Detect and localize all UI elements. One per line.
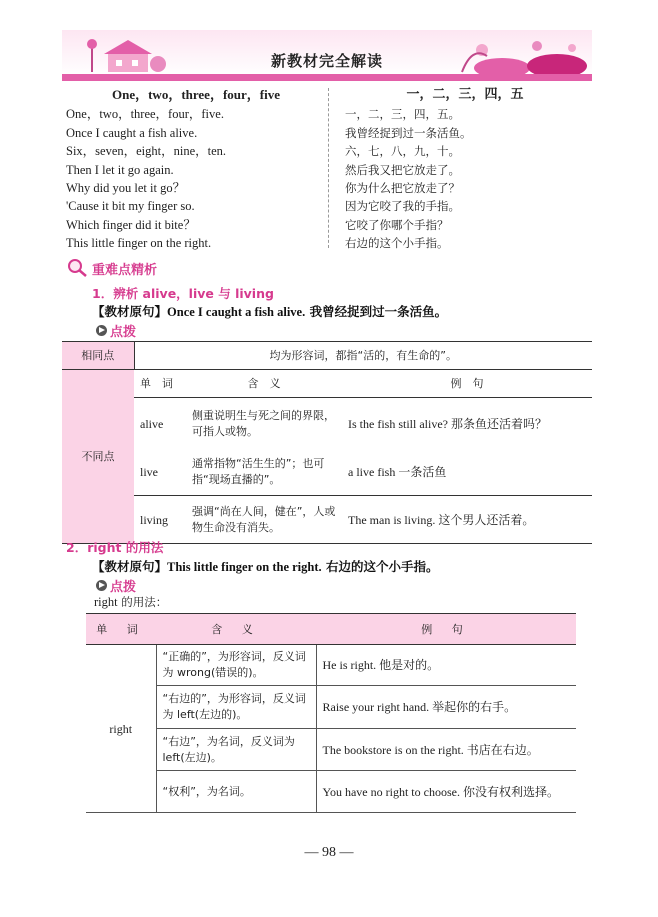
header-meaning: 含 义 bbox=[186, 370, 342, 398]
header-meaning: 含 义 bbox=[156, 614, 316, 645]
item2-dianbo bbox=[96, 576, 136, 595]
play-dot-icon bbox=[96, 580, 107, 591]
header-word: 单 词 bbox=[86, 614, 156, 645]
play-dot-icon bbox=[96, 325, 107, 336]
poem-line-zh: 我曾经捉到过一条活鱼。 bbox=[345, 125, 472, 140]
example-cell: a live fish 一条活鱼 bbox=[348, 465, 447, 480]
right-usage-table bbox=[86, 613, 576, 813]
usage-text: 的用法： bbox=[117, 595, 168, 609]
poem-line-en: Which finger did it bite？ bbox=[66, 217, 196, 232]
source-label: 【教材原句】 bbox=[92, 559, 168, 574]
item1-source bbox=[92, 302, 447, 320]
table-row bbox=[62, 496, 592, 544]
table-row bbox=[86, 645, 576, 686]
item2-source bbox=[92, 557, 439, 575]
word-cell: alive bbox=[140, 416, 164, 431]
table-row bbox=[86, 771, 576, 813]
page-header bbox=[62, 30, 592, 82]
usage-word: right bbox=[94, 595, 118, 609]
poem-line-zh: 右边的这个小手指。 bbox=[345, 236, 449, 251]
poem-line-en: 'Cause it bit my finger so. bbox=[66, 199, 195, 214]
header-example: 例 句 bbox=[342, 370, 592, 398]
poem-chinese bbox=[345, 86, 585, 253]
table-row bbox=[62, 450, 592, 496]
table-row bbox=[62, 398, 592, 450]
table-row bbox=[86, 729, 576, 771]
page-number: — 98 — bbox=[304, 845, 354, 860]
comparison-table bbox=[62, 341, 592, 544]
source-en: Once I caught a fish alive. bbox=[167, 305, 306, 319]
item2-heading: 2．right 的用法 bbox=[66, 540, 164, 555]
meaning-cell: “右边”，为名词，反义词为 left(左边)。 bbox=[156, 729, 316, 771]
meaning-cell: “权利”，为名词。 bbox=[156, 771, 316, 813]
source-zh: 我曾经捉到过一条活鱼。 bbox=[309, 304, 448, 319]
poem-title-en: One，two，three，four，five bbox=[111, 87, 280, 102]
same-label: 相同点 bbox=[62, 342, 134, 370]
table-header-row bbox=[86, 614, 576, 645]
example-cell: The bookstore is on the right. 书店在右边。 bbox=[316, 729, 576, 771]
meaning-cell: 通常指物“活生生的”；也可指“现场直播的”。 bbox=[192, 457, 325, 487]
source-en: This little finger on the right. bbox=[167, 560, 322, 574]
word-cell: living bbox=[134, 496, 186, 544]
example-cell: He is right. 他是对的。 bbox=[316, 645, 576, 686]
poem-line-zh: 六，七，八，九，十。 bbox=[345, 144, 460, 159]
poem-divider bbox=[328, 88, 329, 248]
magnifier-icon bbox=[66, 258, 88, 278]
table-row bbox=[86, 686, 576, 729]
example-cell: Raise your right hand. 举起你的右手。 bbox=[316, 686, 576, 729]
header-title: 新教材完全解读 bbox=[270, 52, 383, 70]
poem-line-zh: 你为什么把它放走了？ bbox=[345, 181, 460, 196]
dianbo-label: 点拨 bbox=[110, 325, 137, 340]
dianbo-label: 点拨 bbox=[110, 580, 137, 595]
poem-line-zh: 它咬了你哪个手指？ bbox=[345, 217, 449, 232]
word-cell: right bbox=[86, 645, 156, 813]
poem-line-en: Why did you let it go？ bbox=[66, 181, 186, 196]
poem-line-zh: 因为它咬了我的手指。 bbox=[345, 199, 460, 214]
diff-label: 不同点 bbox=[62, 370, 134, 544]
source-label: 【教材原句】 bbox=[92, 304, 168, 319]
usage-intro bbox=[94, 594, 167, 610]
header-example: 例 句 bbox=[316, 614, 576, 645]
meaning-cell: 强调“尚在人间，健在”，人或物生命没有消失。 bbox=[186, 496, 342, 544]
poem-line-zh: 一，二，三，四，五。 bbox=[345, 107, 460, 122]
example-cell: You have no right to choose. 你没有权利选择。 bbox=[316, 771, 576, 813]
header-word: 单 词 bbox=[134, 370, 186, 398]
example-cell: Is the fish still alive? 那条鱼还活着吗？ bbox=[348, 416, 547, 431]
poem-title-zh: 一，二，三，四，五 bbox=[406, 87, 524, 102]
section-heading-text: 重难点精析 bbox=[92, 262, 158, 278]
poem-english bbox=[66, 86, 326, 253]
poem-line-zh: 然后我又把它放走了。 bbox=[345, 162, 460, 177]
poem-line-en: Once I caught a fish alive. bbox=[66, 125, 198, 140]
item1-heading: 1．辨析 alive，live 与 living bbox=[92, 286, 274, 301]
table-row bbox=[62, 342, 592, 370]
meaning-cell: “正确的”，为形容词，反义词为 wrong(错误的)。 bbox=[156, 645, 316, 686]
header-bar bbox=[62, 74, 592, 81]
meaning-cell: “右边的”，为形容词，反义词为 left(左边的)。 bbox=[156, 686, 316, 729]
table-row bbox=[62, 370, 592, 398]
meaning-cell: 侧重说明生与死之间的界限，可指人或物。 bbox=[192, 408, 335, 438]
word-cell: live bbox=[140, 465, 158, 480]
section-heading bbox=[66, 258, 157, 278]
item1-dianbo bbox=[96, 321, 136, 340]
source-zh: 右边的这个小手指。 bbox=[326, 559, 439, 574]
example-cell: The man is living. 这个男人还活着。 bbox=[342, 496, 592, 544]
poem-line-en: This little finger on the right. bbox=[66, 236, 212, 251]
same-text: 均为形容词，都指“活的，有生命的”。 bbox=[134, 342, 592, 370]
poem-line-en: Then I let it go again. bbox=[66, 162, 174, 177]
poem-line-en: One，two，three，four，five. bbox=[66, 107, 224, 122]
poem-line-en: Six，seven，eight，nine，ten. bbox=[66, 144, 227, 159]
